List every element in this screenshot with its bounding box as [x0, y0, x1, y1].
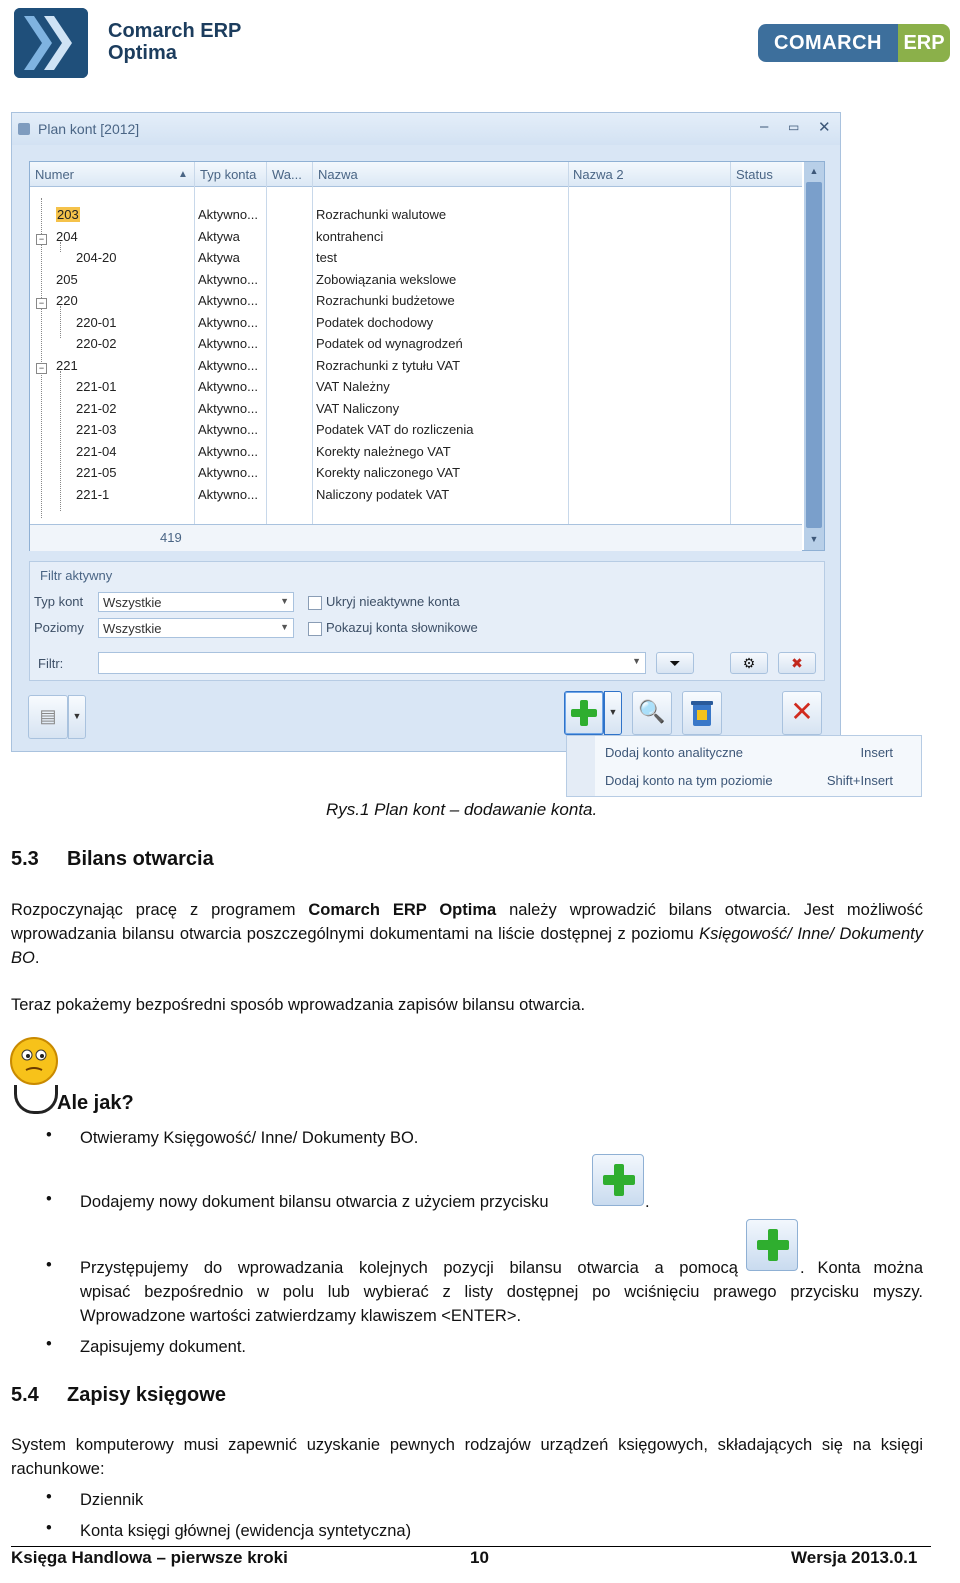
list-item-text: Dodajemy nowy dokument bilansu otwarcia z użyciem przycisku	[80, 1193, 549, 1211]
table-row[interactable]	[30, 269, 802, 290]
cell-nazwa: Rozrachunki z tytułu VAT	[316, 358, 461, 373]
cell-typ: Aktywno...	[198, 444, 258, 459]
filter-input[interactable]	[98, 652, 646, 674]
table-row[interactable]	[30, 355, 802, 376]
paragraph-ledgers: System komputerowy musi zapewnić uzyskanie pewnych rodzajów urządzeń księgowych, składających się na księgi rachunkowe:	[11, 1436, 923, 1478]
cell-nazwa: Podatek od wynagrodzeń	[316, 336, 463, 351]
accounts-grid	[29, 161, 825, 551]
section-number: 5.4	[11, 1384, 39, 1406]
chevron-down-icon: ▼	[280, 596, 289, 606]
col-typ-konta[interactable]: Typ konta	[200, 167, 257, 182]
cell-nazwa: Rozrachunki budżetowe	[316, 293, 455, 308]
cell-nazwa: Podatek dochodowy	[316, 315, 434, 330]
cell-numer: 221-01	[76, 379, 117, 394]
typ-kont-label: Typ kont	[34, 594, 84, 609]
howto-heading: Ale jak?	[57, 1092, 134, 1114]
cell-numer: 221-1	[76, 487, 110, 502]
cell-numer: 204-20	[76, 250, 117, 265]
bullet-icon: •	[46, 1335, 52, 1353]
table-row[interactable]	[30, 398, 802, 419]
window-title: Plan kont [2012]	[38, 121, 140, 137]
cell-typ: Aktywa	[198, 229, 240, 244]
collapse-221-icon[interactable]: −	[36, 363, 47, 374]
add-button[interactable]	[564, 691, 604, 735]
cell-nazwa: kontrahenci	[316, 229, 384, 244]
cell-numer: 221-03	[76, 422, 117, 437]
col-status[interactable]: Status	[736, 167, 773, 182]
brand-title	[108, 20, 241, 64]
cell-numer: 220-01	[76, 315, 117, 330]
figure-caption: Rys.1 Plan kont – dodawanie konta.	[326, 800, 598, 819]
cell-typ: Aktywno...	[198, 358, 258, 373]
section-number: 5.3	[11, 848, 39, 870]
paragraph-intro	[11, 898, 923, 970]
bin-icon	[690, 698, 714, 728]
bullet-icon: •	[46, 1519, 52, 1537]
thinking-smiley-icon	[10, 1037, 58, 1085]
table-row[interactable]	[30, 376, 802, 397]
cell-typ: Aktywno...	[198, 401, 258, 416]
list-item-cont: wpisać bezpośrednio w polu lub wybierać z listy dostępnej po wciśnięciu prawego przycisku myszy.	[80, 1283, 923, 1301]
grid-footer	[30, 524, 802, 551]
page-number: 10	[470, 1548, 489, 1567]
add-dropdown-icon[interactable]: ▼	[604, 691, 622, 735]
cell-typ: Aktywno...	[198, 422, 258, 437]
list-item: Otwieramy Księgowość/ Inne/ Dokumenty BO.	[80, 1129, 419, 1147]
product-name: Comarch ERP Optima	[308, 901, 497, 919]
hide-inactive-label: Ukryj nieaktywne konta	[326, 594, 460, 609]
brand-line-2: Optima	[108, 42, 177, 64]
cell-typ: Aktywno...	[198, 293, 258, 308]
menu-item-label: Dodaj konto na tym poziomie	[605, 773, 773, 788]
cell-typ: Aktywno...	[198, 272, 258, 287]
table-row[interactable]	[30, 247, 802, 268]
show-dictionary-label: Pokazuj konta słownikowe	[326, 620, 478, 635]
plus-icon	[569, 698, 599, 728]
funnel-icon[interactable]: ⏷	[656, 652, 694, 674]
list-item: Przystępujemy do wprowadzania kolejnych pozycji bilansu otwarcia a pomocą	[80, 1259, 738, 1277]
close-icon[interactable]: ✕	[782, 691, 822, 735]
list-item-cont: Wprowadzone wartości zatwierdzamy klawiszem <ENTER>.	[80, 1307, 522, 1325]
cell-numer: 221-05	[76, 465, 117, 480]
cell-typ: Aktywno...	[198, 336, 258, 351]
table-row[interactable]	[30, 333, 802, 354]
minimize-button[interactable]: –	[760, 118, 769, 135]
cell-numer: 205	[56, 272, 78, 287]
print-dropdown-icon[interactable]: ▼	[68, 695, 86, 739]
print-icon[interactable]: ▤	[28, 695, 68, 739]
cell-typ: Aktywno...	[198, 465, 258, 480]
brand-line-1: Comarch ERP	[108, 20, 242, 42]
cell-nazwa: Korekty należnego VAT	[316, 444, 451, 459]
section-title: Zapisy księgowe	[67, 1384, 226, 1406]
window-app-icon	[18, 123, 30, 135]
filtr-label: Filtr:	[38, 656, 64, 671]
hide-inactive-checkbox[interactable]	[308, 596, 322, 610]
badge-comarch: COMARCH	[758, 24, 898, 62]
cell-typ: Aktywa	[198, 250, 240, 265]
menu-item-label: Dodaj konto analityczne	[605, 745, 744, 760]
collapse-220-icon[interactable]: −	[36, 298, 47, 309]
col-numer[interactable]: Numer	[35, 167, 75, 182]
table-row[interactable]	[30, 419, 802, 440]
col-nazwa-2[interactable]: Nazwa 2	[573, 167, 624, 182]
clear-filter-icon[interactable]: ✖	[778, 652, 816, 674]
cell-typ: Aktywno...	[198, 207, 258, 222]
cell-typ: Aktywno...	[198, 315, 258, 330]
table-row[interactable]	[30, 226, 802, 247]
col-waluta[interactable]: Wa...	[272, 167, 302, 182]
bullet-icon: •	[46, 1190, 52, 1208]
bullet-icon: •	[46, 1488, 52, 1506]
cell-nazwa: test	[316, 250, 337, 265]
table-row[interactable]	[30, 484, 802, 505]
window-titlebar	[12, 113, 840, 145]
smiley-face	[12, 1039, 56, 1083]
cell-numer: 203	[57, 207, 79, 222]
text: Rozpoczynając pracę z programem	[11, 901, 309, 919]
add-dropdown-menu	[566, 735, 922, 797]
comarch-optima-logo	[14, 8, 88, 78]
table-row[interactable]	[30, 312, 802, 333]
filter-legend: Filtr aktywny	[40, 568, 113, 583]
magnifier-icon[interactable]: 🔍	[632, 691, 672, 735]
cell-typ: Aktywno...	[198, 487, 258, 502]
menu-path: Księgowość/ Inne/ Dokumenty BO	[11, 925, 923, 967]
table-row[interactable]	[30, 441, 802, 462]
comarch-erp-badge	[758, 24, 950, 62]
scroll-down-icon[interactable]: ▼	[809, 534, 819, 544]
footer-title: Księga Handlowa – pierwsze kroki	[11, 1548, 288, 1567]
vertical-scrollbar[interactable]	[804, 162, 824, 550]
chevron-down-icon: ▼	[280, 622, 289, 632]
trash-icon[interactable]	[682, 691, 722, 735]
menu-item-add-analytic[interactable]	[567, 738, 921, 766]
add-plus-icon	[746, 1219, 798, 1271]
table-row[interactable]	[30, 290, 802, 311]
smiley-hand-icon	[14, 1085, 58, 1114]
list-item: Zapisujemy dokument.	[80, 1338, 246, 1356]
cell-nazwa: Zobowiązania wekslowe	[316, 272, 457, 287]
list-item	[80, 1190, 549, 1214]
list-item: Dziennik	[80, 1491, 144, 1509]
paragraph-direct-method: Teraz pokażemy bezpośredni sposób wprowadzania zapisów bilansu otwarcia.	[11, 996, 586, 1014]
bullet-icon: •	[46, 1256, 52, 1274]
section-title: Bilans otwarcia	[67, 848, 214, 870]
cell-numer: 220-02	[76, 336, 117, 351]
maximize-button[interactable]: ▭	[788, 120, 800, 134]
record-count: 419	[160, 530, 182, 545]
section-heading-5-3	[11, 848, 214, 871]
cell-nazwa: VAT Naliczony	[316, 401, 400, 416]
sort-asc-icon: ▲	[178, 169, 188, 180]
text: .	[34, 949, 40, 967]
close-window-button[interactable]: ✕	[818, 119, 831, 136]
cell-numer: 204	[56, 229, 78, 244]
cell-typ: Aktywno...	[198, 379, 258, 394]
collapse-204-icon[interactable]: −	[36, 234, 47, 245]
scrollbar-thumb[interactable]	[806, 182, 822, 528]
cell-numer: 221-04	[76, 444, 117, 459]
cell-numer: 221-02	[76, 401, 117, 416]
cell-nazwa: Korekty naliczonego VAT	[316, 465, 461, 480]
cell-nazwa: Rozrachunki walutowe	[316, 207, 447, 222]
filter-settings-icon[interactable]: ⚙	[730, 652, 768, 674]
chevron-logo-icon	[14, 8, 88, 78]
table-row[interactable]	[30, 204, 802, 225]
col-nazwa[interactable]: Nazwa	[318, 167, 358, 182]
scroll-up-icon[interactable]: ▲	[809, 166, 819, 176]
cell-numer: 221	[56, 358, 78, 373]
poziomy-value: Wszystkie	[103, 621, 162, 636]
cell-nazwa: Naliczony podatek VAT	[316, 487, 450, 502]
menu-item-shortcut: Shift+Insert	[826, 773, 893, 788]
section-heading-5-4	[11, 1384, 226, 1407]
badge-erp: ERP	[898, 24, 950, 62]
list-item-cont: . Konta można	[800, 1259, 923, 1277]
filter-panel	[29, 561, 825, 681]
list-item: Konta księgi głównej (ewidencja syntetyczna)	[80, 1522, 412, 1540]
grid-header	[30, 162, 802, 187]
cell-nazwa: VAT Należny	[316, 379, 390, 394]
footer-rule	[11, 1546, 931, 1547]
poziomy-select[interactable]	[98, 618, 294, 638]
typ-kont-select[interactable]	[98, 592, 294, 612]
chevron-down-icon: ▼	[632, 656, 641, 666]
cell-nazwa: Podatek VAT do rozliczenia	[316, 422, 474, 437]
plan-kont-window	[11, 112, 841, 752]
cell-numer: 220	[56, 293, 78, 308]
add-plus-icon	[592, 1154, 644, 1206]
footer-version: Wersja 2013.0.1	[791, 1548, 918, 1567]
menu-item-shortcut: Insert	[860, 745, 893, 760]
menu-item-add-same-level[interactable]	[567, 766, 921, 794]
typ-kont-value: Wszystkie	[103, 595, 162, 610]
table-row[interactable]	[30, 462, 802, 483]
text: należy wprowadzić bilans otwarcia. Jest możliwość wprowadzania bilansu otwarcia poszczególnymi dokumentami na liście dostępnej z poziomu	[11, 901, 923, 943]
poziomy-label: Poziomy	[34, 620, 84, 635]
bullet-icon: •	[46, 1126, 52, 1144]
show-dictionary-checkbox[interactable]	[308, 622, 322, 636]
list-item-end: .	[645, 1193, 650, 1211]
